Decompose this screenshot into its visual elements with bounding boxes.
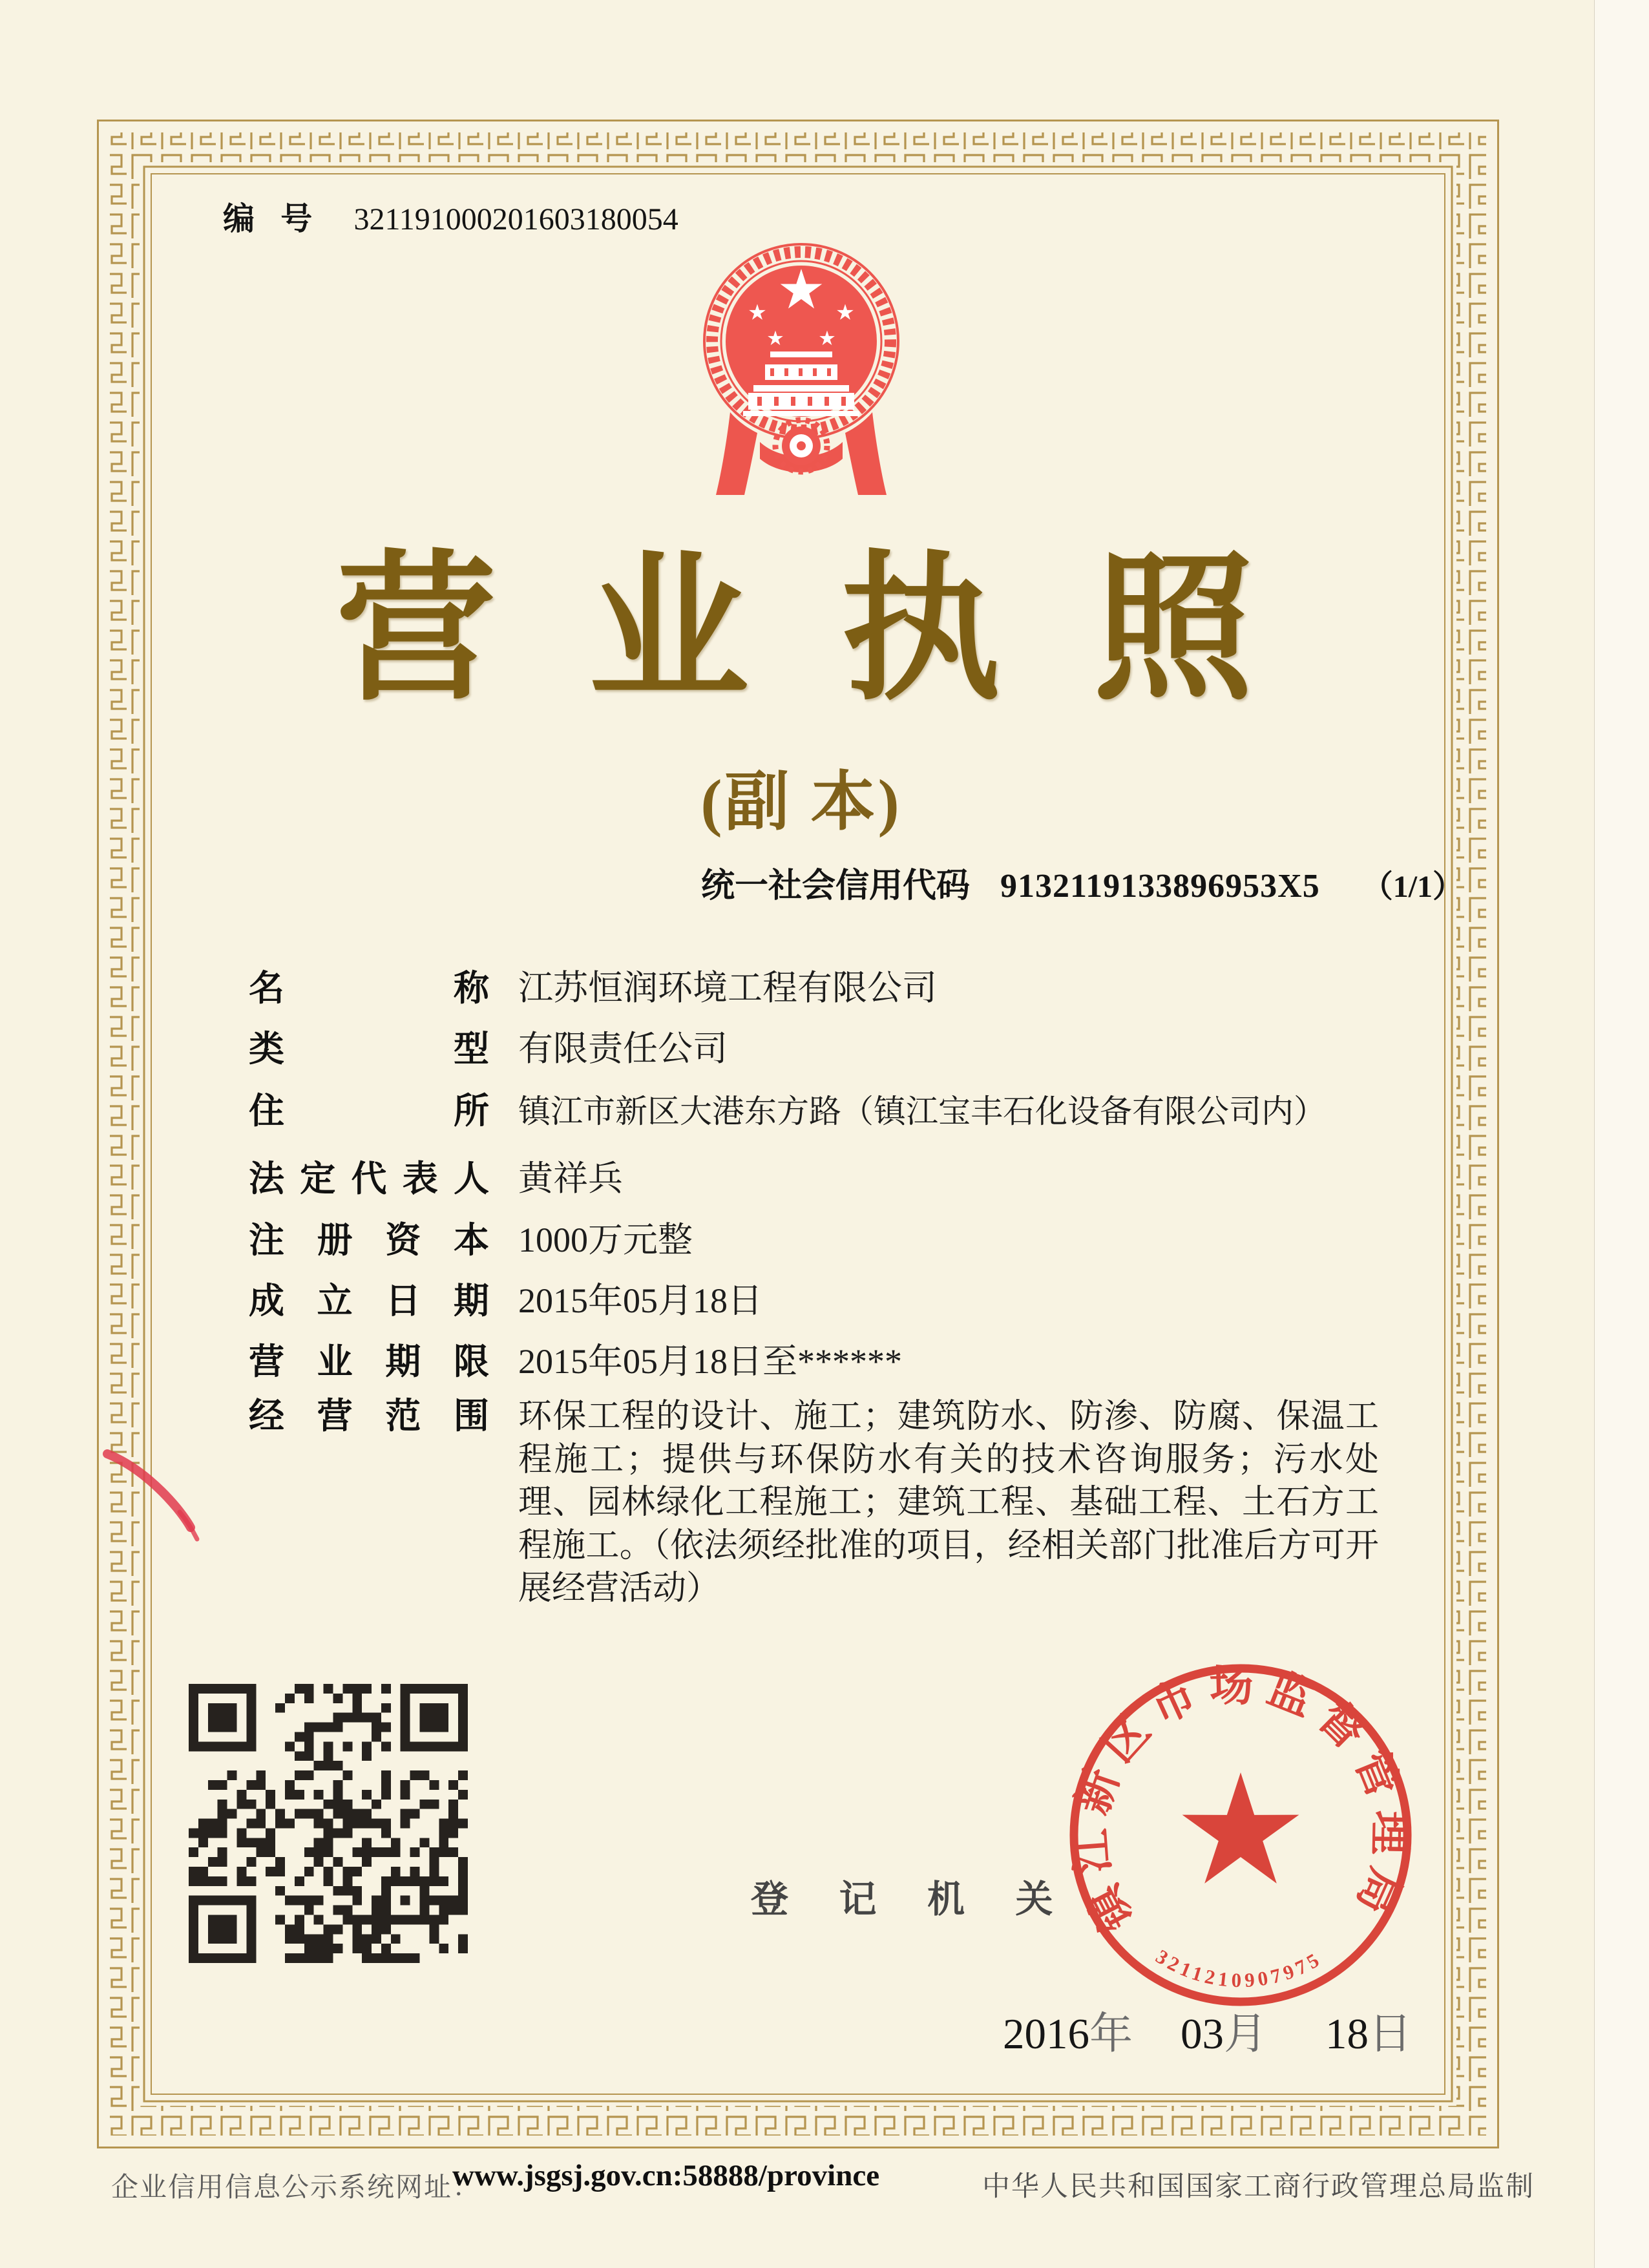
field-label: 成 立 日 期 — [249, 1281, 489, 1321]
serial-line — [223, 194, 678, 239]
field-row-term — [249, 1341, 902, 1382]
footer-issuer: 中华人民共和国国家工商行政管理总局监制 — [982, 2172, 1535, 2202]
date-year: 2016 — [1003, 2010, 1089, 2058]
field-value: 1000万元整 — [518, 1221, 693, 1259]
field-row-established — [249, 1281, 762, 1321]
footer-site-url: www.jsgsj.gov.cn:58888/province — [452, 2159, 880, 2192]
seal-org-text: 镇江新区市场监督管理局 — [1065, 1660, 1415, 1939]
field-label: 经 营 范 围 — [249, 1396, 489, 1436]
registry-authority-label: 登 记 机 关 — [751, 1878, 1074, 1920]
credit-code-value: 9132119133896953X5 — [1000, 868, 1320, 905]
date-month-unit: 月 — [1224, 2010, 1267, 2058]
field-row-legal-rep — [249, 1159, 623, 1199]
field-value: 2015年05月18日至****** — [518, 1342, 902, 1381]
date-day: 18 — [1325, 2010, 1369, 2058]
field-value: 环保工程的设计、施工；建筑防水、防渗、防腐、保温工程施工；提供与环保防水有关的技术咨询服务；污水处理、园林绿化工程施工；建筑工程、基础工程、土石方工程施工。（依法须经批准的项目，经相关部门批准后方可开展经营活动） — [518, 1398, 1379, 1608]
field-row-address — [249, 1091, 1326, 1131]
field-value: 2015年05月18日 — [518, 1281, 762, 1320]
credit-code-line — [701, 858, 1464, 907]
field-value: 镇江市新区大港东方路（镇江宝丰石化设备有限公司内） — [518, 1093, 1326, 1129]
date-year-unit: 年 — [1089, 2010, 1133, 2058]
field-label: 类 型 — [249, 1029, 489, 1069]
date-month: 03 — [1181, 2010, 1224, 2058]
qr-code — [189, 1684, 468, 1963]
date-day-unit: 日 — [1369, 2010, 1412, 2058]
issue-date — [1003, 1999, 1412, 2061]
footer-site-label: 企业信用信息公示系统网址： — [111, 2173, 481, 2203]
field-row-business-scope — [249, 1396, 1379, 1611]
page-indicator: （1/1） — [1361, 870, 1464, 904]
svg-text:3211210907975 — [1152, 1945, 1327, 1991]
serial-number: 321191000201603180054 — [353, 202, 678, 236]
field-row-type — [249, 1029, 728, 1069]
field-label: 营 业 期 限 — [249, 1342, 489, 1381]
field-label: 住 所 — [249, 1091, 489, 1131]
field-row-name — [249, 968, 937, 1009]
red-pen-mark — [90, 1440, 233, 1549]
credit-code-label: 统一社会信用代码 — [701, 868, 971, 905]
page-subtitle: (副 本) — [700, 766, 902, 838]
serial-label: 编 号 — [223, 201, 322, 236]
seal-star-icon — [1182, 1772, 1299, 1884]
seal-number-text: 3211210907975 — [1151, 1944, 1327, 1992]
page-title: 营 业 执 照 — [336, 541, 1254, 719]
field-row-capital — [249, 1220, 693, 1261]
national-emblem-icon — [693, 218, 910, 522]
field-value: 有限责任公司 — [518, 1029, 728, 1068]
field-label: 法定代表人 — [249, 1159, 489, 1199]
field-label: 注 册 资 本 — [249, 1221, 489, 1260]
field-label: 名 称 — [249, 969, 489, 1008]
scan-edge-artifact — [1594, 0, 1649, 2268]
field-value: 黄祥兵 — [518, 1159, 623, 1198]
official-seal — [1060, 1654, 1422, 2016]
field-value: 江苏恒润环境工程有限公司 — [518, 969, 937, 1007]
